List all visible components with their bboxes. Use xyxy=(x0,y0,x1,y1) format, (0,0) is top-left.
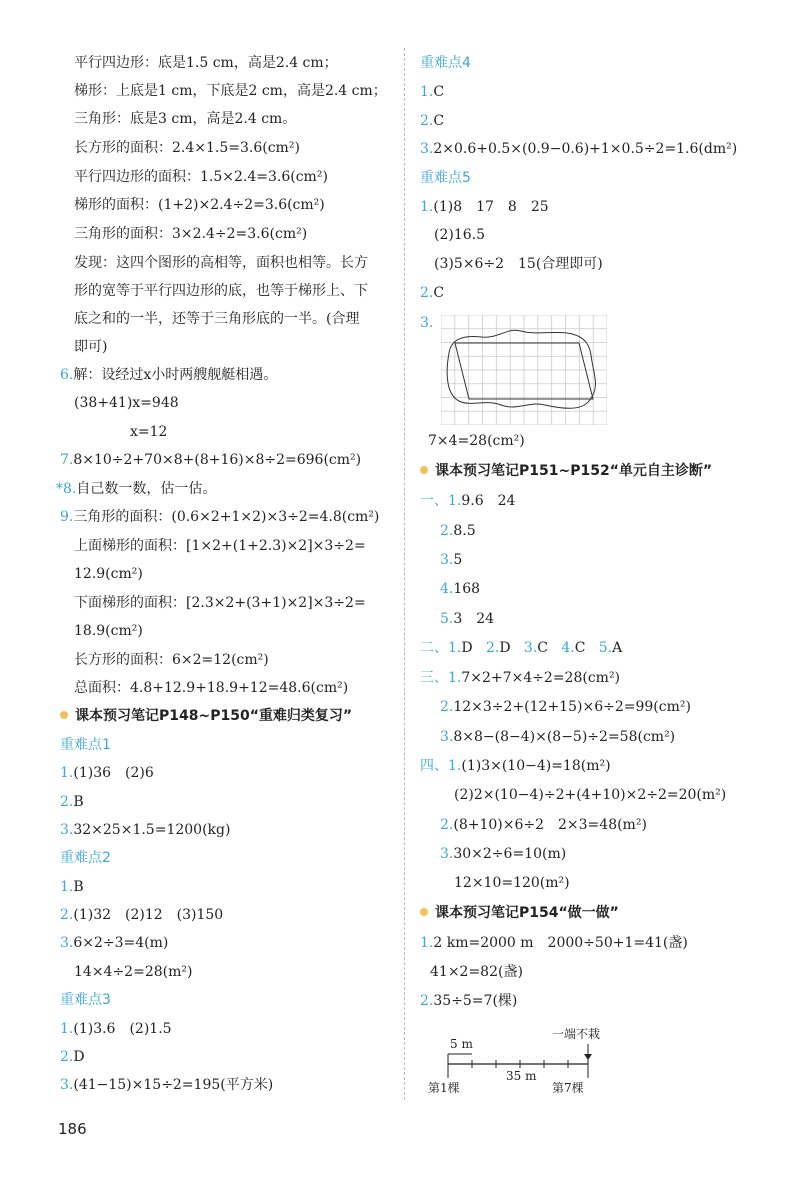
answer-text: (1)3.6 (2)1.5 xyxy=(73,1021,172,1037)
label-first-tree: 第1棵 xyxy=(428,1081,460,1095)
text-line: 发现：这四个图形的高相等，面积也相等。长方 xyxy=(74,255,368,271)
answer-text: 5 xyxy=(453,552,463,568)
answer-line xyxy=(60,793,84,811)
answer-text: 2 km=2000 m 2000÷50+1=41(盏) xyxy=(433,935,688,951)
answer-text: A xyxy=(612,640,623,656)
answer-text: (1)8 17 8 25 xyxy=(433,199,549,215)
question-number: 9. xyxy=(60,509,74,525)
answer-text: 自己数一数，估一估。 xyxy=(76,481,217,497)
bullet-icon xyxy=(60,711,68,719)
answer-line xyxy=(420,83,444,101)
answer-text: D xyxy=(461,640,473,656)
question-number: 3. xyxy=(420,141,434,157)
label-length: 35 m xyxy=(506,1069,537,1083)
answer-line xyxy=(60,878,84,896)
question-number: 二、1. xyxy=(420,640,462,656)
answer-line xyxy=(420,314,433,332)
question-number: 1. xyxy=(420,935,434,951)
question-number: 2. xyxy=(60,907,74,923)
question-number: 2. xyxy=(60,1049,74,1065)
question-7 xyxy=(60,451,361,469)
answer-line xyxy=(440,698,691,716)
answer-text: 30×2÷6=10(m) xyxy=(453,846,567,862)
question-8 xyxy=(56,480,216,498)
answer-text: 168 xyxy=(453,581,481,597)
subheading: 重难点3 xyxy=(60,992,111,1008)
question-number: 2. xyxy=(440,523,454,539)
question-number: 1. xyxy=(420,199,434,215)
question-number: 1. xyxy=(60,765,74,781)
answer-line xyxy=(60,821,230,839)
question-number: 2. xyxy=(440,699,454,715)
section-heading xyxy=(420,904,619,922)
answer-line xyxy=(420,112,444,130)
answer-text: (8+10)×6÷2 2×3=48(m²) xyxy=(453,817,647,833)
question-number: 4. xyxy=(561,640,575,656)
question-number: 3. xyxy=(60,935,74,951)
text-line: 长方形的面积：6×2=12(cm²) xyxy=(74,652,269,668)
question-number: 1. xyxy=(60,879,74,895)
answer-line xyxy=(60,1020,172,1038)
text-line: 梯形的面积：(1+2)×2.4÷2=3.6(cm²) xyxy=(74,197,325,213)
bullet-icon xyxy=(420,466,428,474)
answer-text: C xyxy=(433,113,445,129)
answer-text: 8×8−(8−4)×(8−5)÷2=58(cm²) xyxy=(453,729,676,745)
answer-text: C xyxy=(574,640,586,656)
equation: (38+41)x=948 xyxy=(74,395,179,411)
answer-text: 8.5 xyxy=(453,523,476,539)
question-number: 4. xyxy=(440,581,454,597)
text-line: (2)2×(10−4)÷2+(4+10)×2÷2=20(m²) xyxy=(454,787,727,803)
question-number: 2. xyxy=(420,285,434,301)
question-number: 四、1. xyxy=(420,758,462,774)
answer-line xyxy=(440,551,462,569)
subheading: 重难点5 xyxy=(420,170,471,186)
text-line: 长方形的面积：2.4×1.5=3.6(cm²) xyxy=(74,140,300,156)
text-line: 总面积：4.8+12.9+18.9+12=48.6(cm²) xyxy=(74,680,349,696)
text-line: 7×4=28(cm²) xyxy=(428,433,525,449)
text-line: 梯形：上底是1 cm，下底是2 cm，高是2.4 cm； xyxy=(74,83,387,99)
question-number: 3. xyxy=(523,640,538,656)
answer-line xyxy=(420,198,549,216)
answer-text: C xyxy=(433,84,445,100)
text-line: 41×2=82(盏) xyxy=(430,964,523,980)
question-number: 一、1. xyxy=(420,493,462,509)
question-number: 3. xyxy=(60,822,74,838)
answer-text: 3 24 xyxy=(453,611,495,627)
subheading: 重难点1 xyxy=(60,737,111,753)
answer-line xyxy=(440,610,494,628)
answer-text: (1)32 (2)12 (3)150 xyxy=(73,907,224,923)
question-number: 7. xyxy=(60,452,74,468)
answer-line xyxy=(420,669,620,687)
answer-line xyxy=(440,845,566,863)
label-spacing: 5 m xyxy=(450,1037,473,1051)
answer-text: (1)3×(10−4)=18(m²) xyxy=(461,758,611,774)
section-title: 课本预习笔记P148~P150“重难归类复习” xyxy=(75,708,353,724)
answer-text: D xyxy=(499,640,511,656)
answer-text: C xyxy=(433,285,445,301)
answer-line xyxy=(420,284,444,302)
section-heading xyxy=(420,462,712,480)
question-number: 3. xyxy=(60,1077,74,1093)
answer-text: 8×10÷2+70×8+(8+16)×8÷2=696(cm²) xyxy=(73,452,362,468)
answer-text: 35÷5=7(棵) xyxy=(433,993,518,1009)
answer-text: C xyxy=(537,640,548,656)
answer-line xyxy=(420,934,688,952)
section-heading xyxy=(60,707,352,725)
section-title: 课本预习笔记P151~P152“单元自主诊断” xyxy=(435,463,713,479)
text-line: 下面梯形的面积：[2.3×2+(3+1)×2]×3÷2= xyxy=(74,595,366,611)
answer-text: B xyxy=(73,794,84,810)
question-number: 2. xyxy=(485,640,500,656)
answer-line xyxy=(440,728,675,746)
equation: x=12 xyxy=(130,424,168,440)
answer-line xyxy=(60,764,154,782)
answer-line xyxy=(440,580,480,598)
question-number: 5. xyxy=(440,611,454,627)
page-number: 186 xyxy=(58,1120,87,1138)
answer-text: 32×25×1.5=1200(kg) xyxy=(73,822,231,838)
irregular-shape xyxy=(447,330,595,408)
question-number: *8. xyxy=(56,481,77,497)
question-number: 3. xyxy=(440,552,454,568)
answer-line xyxy=(440,522,476,540)
answer-line xyxy=(440,816,647,834)
text-line: 平行四边形的面积：1.5×2.4=3.6(cm²) xyxy=(74,169,328,185)
answer-line xyxy=(420,639,622,657)
question-number: 3. xyxy=(440,729,454,745)
answer-line xyxy=(420,992,517,1010)
question-number: 2. xyxy=(60,794,74,810)
subheading: 重难点4 xyxy=(420,55,471,71)
question-6 xyxy=(60,366,277,384)
answer-text: B xyxy=(73,879,84,895)
answer-text: 2×0.6+0.5×(0.9−0.6)+1×0.5÷2=1.6(dm²) xyxy=(433,141,738,157)
answer-text: 12×3÷2+(12+15)×6÷2=99(cm²) xyxy=(453,699,691,715)
answer-line xyxy=(60,906,223,924)
question-number: 1. xyxy=(420,84,434,100)
answer-line xyxy=(60,1076,273,1094)
text-line: 12×10=120(m²) xyxy=(454,875,570,891)
answer-text: (1)36 (2)6 xyxy=(73,765,154,781)
answer-line xyxy=(60,1048,85,1066)
question-number: 1. xyxy=(60,1021,74,1037)
text-line: (2)16.5 xyxy=(434,227,486,243)
text-line: (3)5×6÷2 15(合理即可) xyxy=(434,256,603,272)
arrow-head-icon xyxy=(584,1054,592,1060)
answer-line xyxy=(60,934,168,952)
question-number: 3. xyxy=(420,315,434,331)
bullet-icon xyxy=(420,908,428,916)
question-number: 2. xyxy=(440,817,454,833)
label-last-tree: 第7棵 xyxy=(552,1081,584,1095)
grid-figure xyxy=(441,315,607,425)
tree-diagram xyxy=(424,1022,624,1102)
answer-text: D xyxy=(73,1049,85,1065)
answer-text: 7×2+7×4÷2=28(cm²) xyxy=(461,670,621,686)
answer-line xyxy=(420,140,737,158)
subheading: 重难点2 xyxy=(60,850,111,866)
label-note: 一端不栽 xyxy=(552,1027,601,1041)
question-number: 6. xyxy=(60,367,74,383)
text-line: 12.9(cm²) xyxy=(74,566,143,582)
section-title: 课本预习笔记P154“做一做” xyxy=(435,905,619,921)
text-line: 18.9(cm²) xyxy=(74,623,143,639)
answer-text: (41−15)×15÷2=195(平方米) xyxy=(73,1077,274,1093)
question-number: 3. xyxy=(440,846,454,862)
text-line: 上面梯形的面积：[1×2+(1+2.3)×2]×3÷2= xyxy=(74,538,366,554)
answer-line xyxy=(420,757,611,775)
text-line: 14×4÷2=28(m²) xyxy=(74,964,193,980)
question-number: 三、1. xyxy=(420,670,462,686)
text-line: 三角形：底是3 cm，高是2.4 cm。 xyxy=(74,111,297,127)
answer-text: 9.6 24 xyxy=(461,493,516,509)
answer-text: 三角形的面积：(0.6×2+1×2)×3÷2=4.8(cm²) xyxy=(73,509,380,525)
question-number: 2. xyxy=(420,113,434,129)
answer-text: 6×2÷3=4(m) xyxy=(73,935,169,951)
text-line: 即可) xyxy=(74,339,108,355)
text-line: 平行四边形：底是1.5 cm，高是2.4 cm； xyxy=(74,55,338,71)
text-line: 底之和的一半，还等于三角形底的一半。(合理 xyxy=(74,311,360,327)
answer-text: 解：设经过x小时两艘舰艇相遇。 xyxy=(73,367,278,383)
text-line: 形的宽等于平行四边形的底，也等于梯形上、下 xyxy=(74,283,368,299)
question-number: 2. xyxy=(420,993,434,1009)
question-9 xyxy=(60,508,379,526)
column-divider xyxy=(404,48,405,1100)
question-number: 5. xyxy=(598,640,613,656)
answer-line xyxy=(420,492,515,510)
text-line: 三角形的面积：3×2.4÷2=3.6(cm²) xyxy=(74,226,308,242)
